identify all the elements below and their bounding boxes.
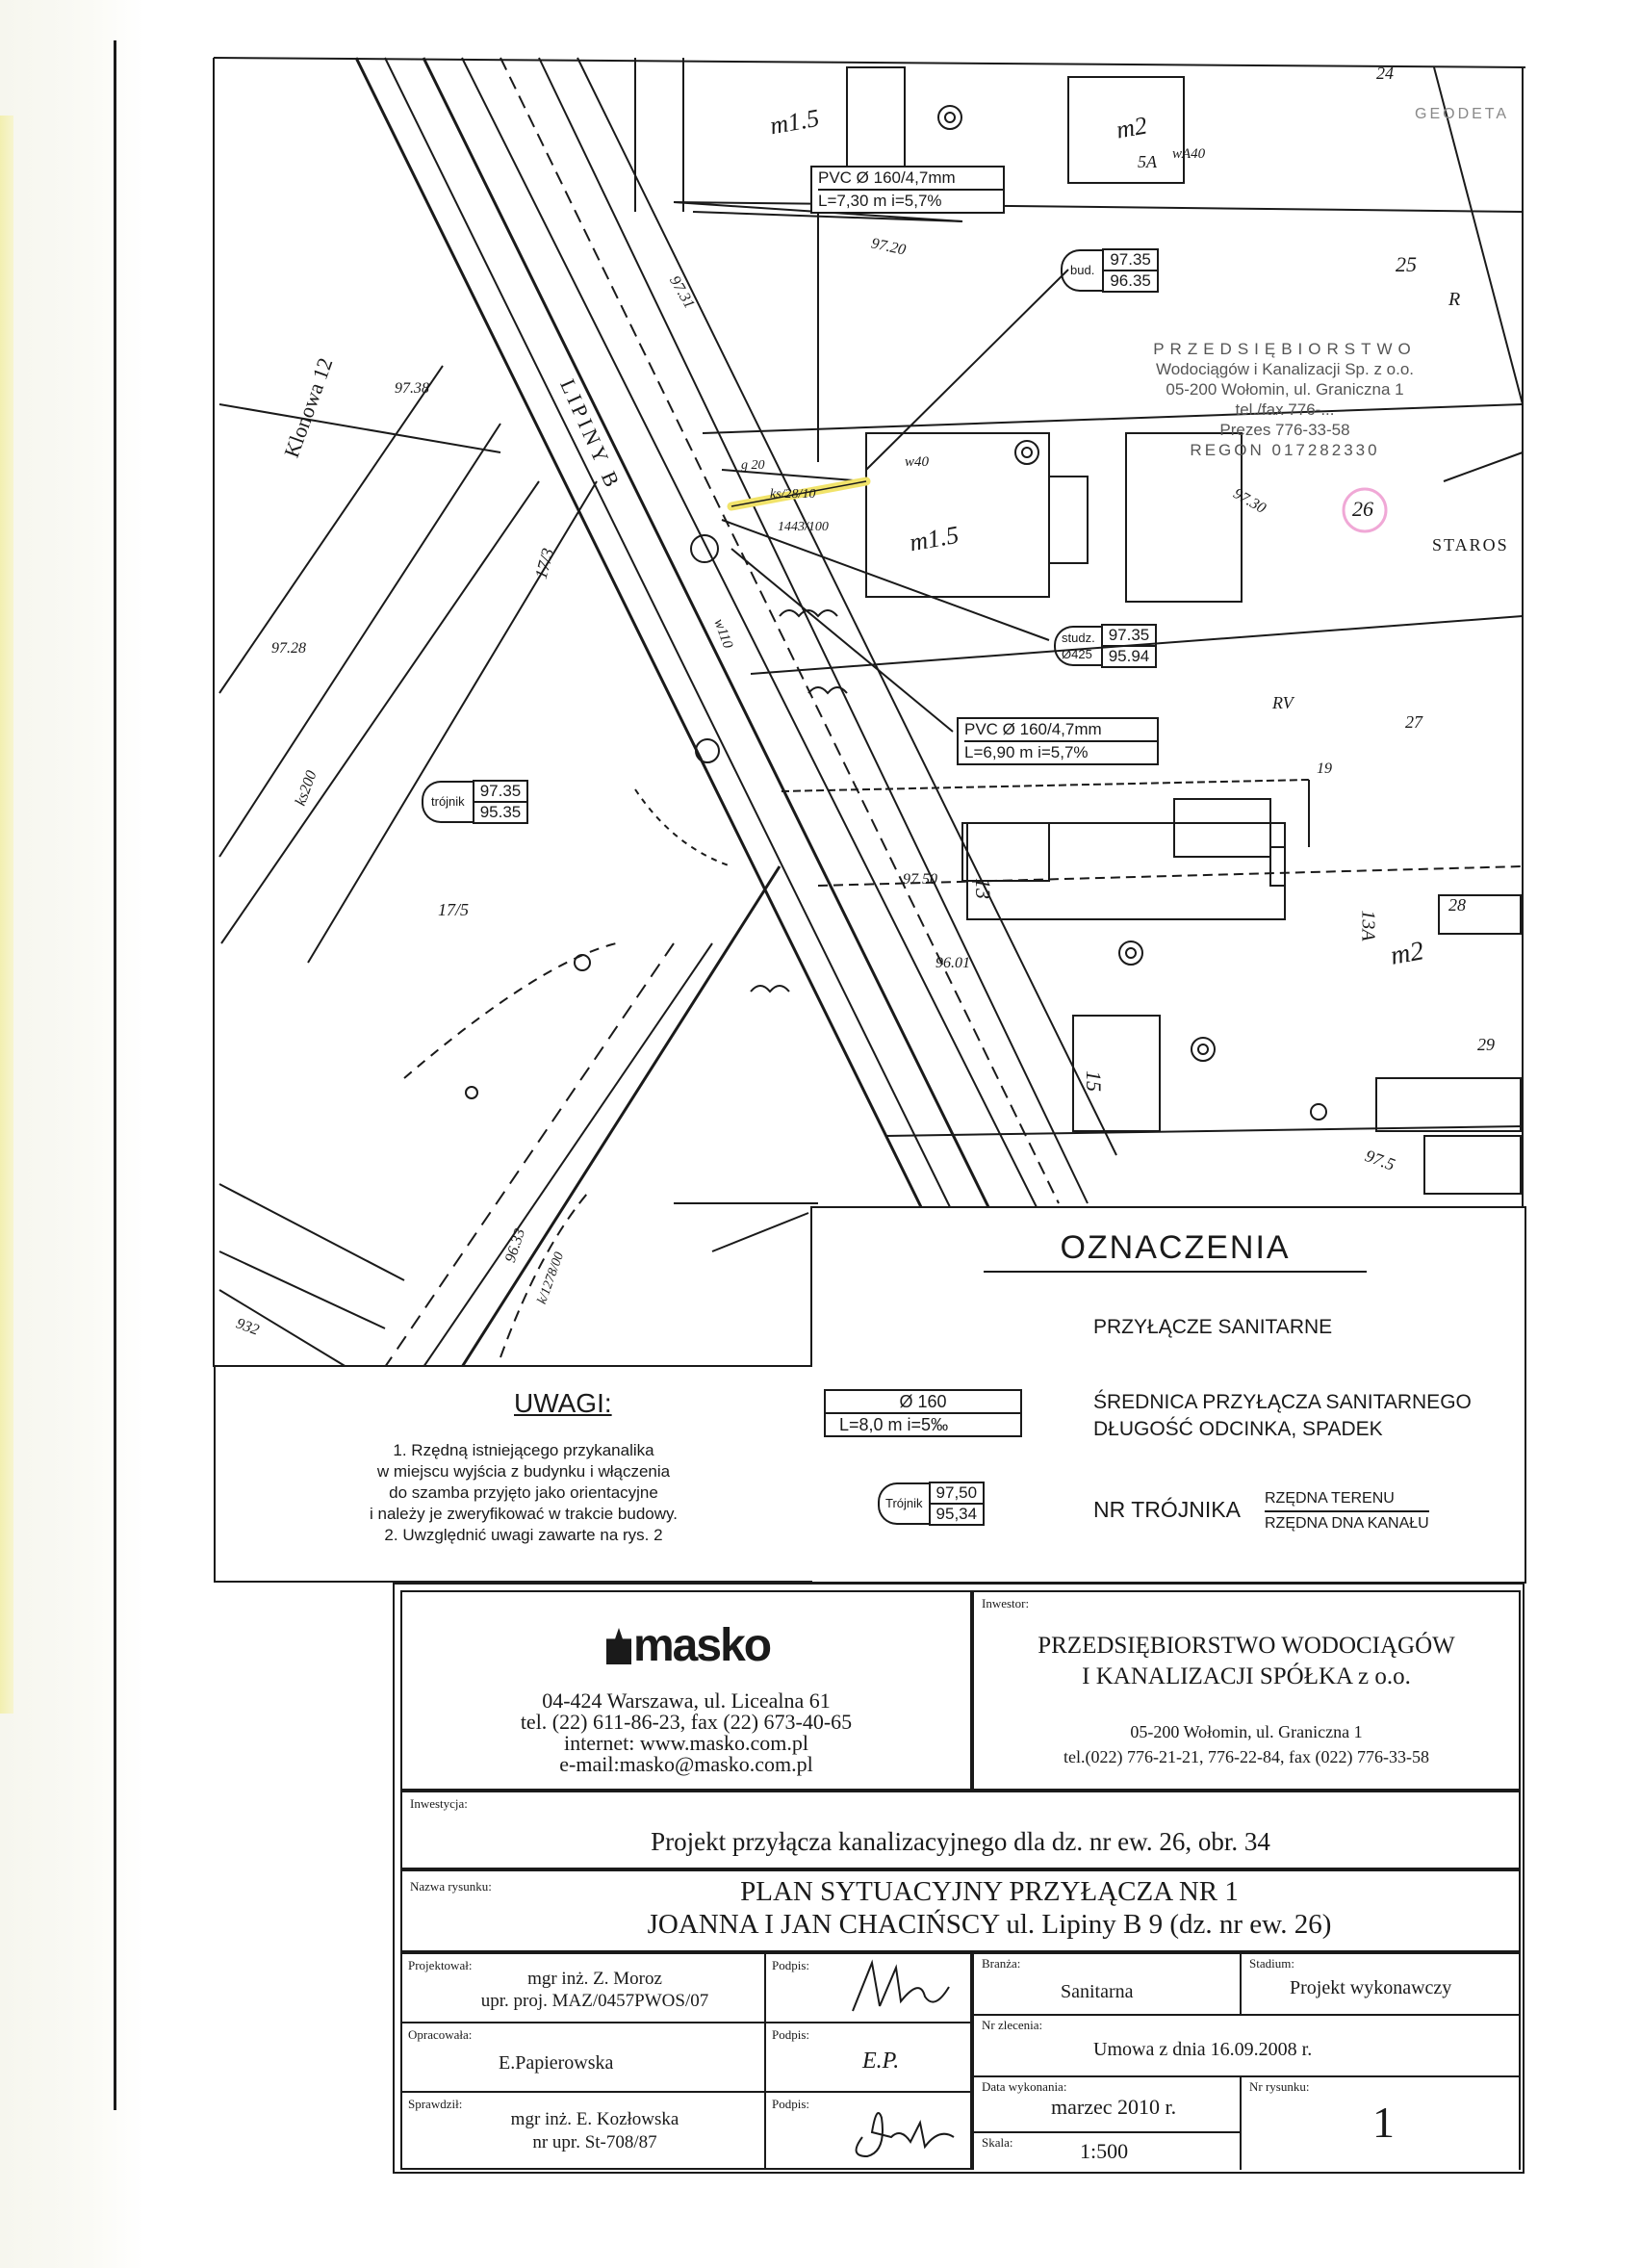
company-tel: tel. (22) 611-86-23, fax (22) 673-40-65: [520, 1710, 853, 1734]
elevation-box-bud: [1061, 248, 1159, 293]
investor-name: [974, 1631, 1519, 1692]
branch-label: Branża:: [982, 1956, 1021, 1971]
parcel-17-5: 17/5: [438, 900, 470, 919]
elevation-bud-top: 97.35: [1104, 250, 1157, 271]
stamp-line-6: REGON 017282330: [1190, 441, 1380, 459]
elev-9730: 97.30: [1230, 485, 1269, 517]
w110-label: w110: [710, 616, 736, 651]
legend-length-slope: L=8,0 m i=5‰: [839, 1415, 949, 1434]
elev-9720: 97.20: [869, 235, 908, 259]
sheet-number-cell: [1240, 2075, 1521, 2170]
elevation-studz-bottom: 95.94: [1108, 647, 1150, 665]
company-address: 04-424 Warszawa, ul. Licealna 61: [542, 1688, 831, 1713]
parcel-number-circled: 26: [1352, 497, 1373, 521]
legend-sanitary-label: PRZYŁĄCZE SANITARNE: [1093, 1316, 1333, 1338]
prepared-by-cell: [400, 2022, 766, 2093]
drawing-name-box: [400, 1869, 1521, 1952]
sheet-number: 1: [1372, 2098, 1395, 2147]
building-ml5-top: m1.5: [767, 103, 822, 141]
street-label-klonowa: Klonowa 12: [279, 354, 338, 461]
elevation-studz-top: 97.35: [1103, 626, 1156, 647]
legend-diameter-box: [824, 1389, 1022, 1437]
legend-diameter-desc-2: DŁUGOŚĆ ODCINKA, SPADEK: [1093, 1418, 1383, 1440]
parcel-24: 24: [1376, 64, 1394, 83]
signature-3-icon: [843, 2099, 959, 2162]
date-label: Data wykonania:: [982, 2079, 1067, 2094]
investment-box: [400, 1791, 1521, 1869]
title-block: [393, 1583, 1525, 2174]
legend-rzedna: [1265, 1487, 1429, 1535]
building-5a: 5A: [1138, 152, 1157, 171]
sheet-label: Nr rysunku:: [1249, 2079, 1310, 2094]
company-box: [400, 1590, 972, 1791]
investor-tel: tel.(022) 776-21-21, 776-22-84, fax (022) 776-33-58: [1063, 1747, 1429, 1766]
date-value: marzec 2010 r.: [1051, 2095, 1177, 2119]
legend-trojnik-bottom: 95,34: [935, 1505, 978, 1523]
prepared-signature-cell: [764, 2022, 972, 2093]
prepared-label: Opracowała:: [408, 2027, 473, 2042]
investor-contact: [974, 1719, 1519, 1769]
checked-label: Sprawdził:: [408, 2097, 463, 2111]
stamp-line-2: Wodociągów i Kanalizacji Sp. z o.o.: [1155, 360, 1415, 378]
branch-cell: [972, 1952, 1242, 2016]
street-label-lipiny: LIPINY B: [555, 375, 627, 494]
investor-address: 05-200 Wołomin, ul. Graniczna 1: [1130, 1722, 1363, 1741]
label-932: 932: [233, 1315, 262, 1339]
elev-9601: 96.01: [935, 955, 970, 971]
w40-label: w40: [905, 454, 930, 470]
designed-name: mgr inż. Z. Moroz: [527, 1969, 662, 1989]
notes-line-5: 2. Uwzględnić uwagi zawarte na rys. 2: [384, 1526, 663, 1544]
notes-line-4: i należy je zweryfikować w trakcie budowy.: [370, 1505, 678, 1523]
notes-line-2: w miejscu wyjścia z budynku i włączenia: [376, 1462, 671, 1481]
x1443-label: 1443/100: [778, 520, 829, 534]
investor-name-1: PRZEDSIĘBIORSTWO WODOCIĄGÓW: [1038, 1633, 1455, 1659]
checked-name: mgr inż. E. Kozłowska: [510, 2109, 679, 2129]
investment-text: Projekt przyłącza kanalizacyjnego dla dz. nr ew. 26, obr. 34: [651, 1827, 1270, 1856]
ks2810-label: ks/28/10: [770, 487, 816, 502]
sign-label-3: Podpis:: [772, 2097, 810, 2111]
drawing-name-line-2: JOANNA I JAN CHACIŃSCY ul. Lipiny B 9 (dz. nr ew. 26): [647, 1909, 1332, 1940]
parcel-27: 27: [1405, 712, 1422, 732]
building-13a: 13A: [1357, 910, 1379, 941]
legend-panel: [810, 1206, 1526, 1584]
signature-1-icon: [843, 1958, 959, 2018]
legend-rzedna-terenu: RZĘDNA TERENU: [1265, 1487, 1429, 1512]
branch-value: Sanitarna: [1061, 1981, 1134, 2002]
elevation-bud-bottom: 96.35: [1110, 271, 1151, 290]
stamp-line-3: 05-200 Wołomin, ul. Graniczna 1: [1166, 380, 1404, 399]
elevation-trojnik-bottom: 95.35: [479, 803, 522, 821]
elev-975: 97.5: [1362, 1146, 1398, 1174]
elevation-box-trojnik: [422, 780, 528, 824]
logo-mark-icon: [606, 1628, 631, 1664]
notes-body: [254, 1440, 793, 1546]
stamp-line-1: PRZEDSIĘBIORSTWO: [1153, 340, 1417, 358]
investor-name-2: I KANALIZACJI SPÓŁKA z o.o.: [1082, 1663, 1411, 1689]
stamp-line-5: Prezes 776-33-58: [1219, 421, 1350, 439]
designed-signature-cell: [764, 1952, 972, 2023]
elev-9633: 96.33: [501, 1226, 529, 1265]
checked-signature-cell: [764, 2091, 972, 2170]
elevation-trojnik-top: 97.35: [474, 782, 527, 803]
notes-panel: [214, 1365, 812, 1583]
legend-diameter-desc: [1093, 1389, 1472, 1443]
pipe-label-2-diameter: PVC Ø 160/4,7mm: [964, 720, 1102, 738]
legend-title: OZNACZENIA: [984, 1229, 1367, 1273]
elevation-studz-diameter: Ø425: [1062, 647, 1092, 661]
checked-by-cell: [400, 2091, 766, 2170]
building-m2-right: m2: [1388, 936, 1426, 971]
order-cell: [972, 2014, 1521, 2077]
sign-label-1: Podpis:: [772, 1958, 810, 1972]
pipe-label-2: [957, 717, 1159, 765]
pipe-label-1: [810, 166, 1005, 214]
label-kanal: k/1278/00: [534, 1250, 568, 1306]
elevation-box-studz: [1054, 624, 1157, 668]
label-g20: g 20: [741, 458, 765, 473]
elevation-trojnik-label: trójnik: [422, 781, 473, 823]
notes-line-3: do szamba przyjęto jako orientacyjne: [389, 1483, 658, 1502]
checked-license: nr upr. St-708/87: [532, 2132, 657, 2152]
legend-diameter-value: Ø 160: [826, 1391, 1020, 1414]
legend-trojnik-desc: NR TRÓJNIKA: [1093, 1497, 1241, 1522]
scale-value: 1:500: [1080, 2139, 1129, 2163]
legend-rzedna-dna: RZĘDNA DNA KANAŁU: [1265, 1515, 1429, 1532]
scale-label: Skala:: [982, 2135, 1013, 2150]
legend-trojnik-box: [878, 1482, 985, 1526]
stage-cell: [1240, 1952, 1521, 2016]
legend-trojnik-top: 97,50: [931, 1483, 984, 1505]
investor-label: Inwestor:: [982, 1596, 1030, 1611]
elev-9738: 97.38: [395, 380, 429, 397]
order-value: Umowa z dnia 16.09.2008 r.: [1093, 2039, 1313, 2060]
drawing-name-text: [556, 1875, 1422, 1941]
elevation-bud-label: bud.: [1061, 249, 1102, 292]
scale-cell: [972, 2131, 1242, 2170]
marker-r: R: [1448, 289, 1461, 310]
investor-box: [972, 1590, 1521, 1791]
pipe-label-2-length: L=6,90 m i=5,7%: [964, 740, 1157, 763]
elev-9731: 97.31: [666, 272, 698, 312]
company-contact: [402, 1690, 970, 1775]
elev-9750: 97.50: [903, 871, 937, 888]
elevation-studz-label: studz.: [1062, 631, 1095, 645]
building-m2-top: m2: [1114, 111, 1149, 144]
elev-9728: 97.28: [271, 640, 306, 657]
pipe-label-1-diameter: PVC Ø 160/4,7mm: [818, 168, 956, 187]
prepared-name: E.Papierowska: [499, 2052, 614, 2074]
notes-line-1: 1. Rzędną istniejącego przykanalika: [393, 1441, 654, 1459]
wa40-label: wA40: [1172, 146, 1206, 162]
logo-text: masko: [633, 1620, 771, 1671]
investor-stamp: [1083, 339, 1487, 460]
legend-trojnik-label: Trójnik: [878, 1482, 929, 1525]
marker-rv: RV: [1272, 693, 1294, 712]
stamp-line-4: tel./fax 776-...: [1235, 400, 1335, 419]
drawing-name-line-1: PLAN SYTUACYJNY PRZYŁĄCZA NR 1: [740, 1876, 1239, 1907]
point-19: 19: [1317, 760, 1332, 777]
building-15: 15: [1082, 1070, 1106, 1092]
stage-value: Projekt wykonawczy: [1290, 1977, 1452, 1998]
order-label: Nr zlecenia:: [982, 2018, 1043, 2032]
parcel-29: 29: [1477, 1035, 1495, 1054]
building-ml5-mid: m1.5: [907, 520, 961, 557]
sign-label-2: Podpis:: [772, 2027, 810, 2042]
label-geodeta: GEODETA: [1415, 106, 1510, 122]
ks200-label: ks200: [292, 768, 320, 809]
drawing-name-label: Nazwa rysunku:: [410, 1879, 492, 1894]
notes-title: UWAGI:: [514, 1388, 612, 1418]
date-cell: [972, 2075, 1242, 2133]
designed-license: upr. proj. MAZ/0457PWOS/07: [480, 1991, 709, 2011]
pipe-label-1-length: L=7,30 m i=5,7%: [818, 189, 1003, 212]
parcel-17-3: 17/3: [530, 546, 558, 581]
company-internet: internet: www.masko.com.pl: [564, 1731, 808, 1755]
stage-label: Stadium:: [1249, 1956, 1294, 1971]
investment-label: Inwestycja:: [410, 1796, 468, 1811]
company-logo: [606, 1619, 770, 1672]
designed-by-cell: [400, 1952, 766, 2023]
legend-diameter-desc-1: ŚREDNICA PRZYŁĄCZA SANITARNEGO: [1093, 1391, 1472, 1413]
parcel-28: 28: [1448, 895, 1466, 915]
parcel-25: 25: [1396, 252, 1417, 276]
signature-2: E.P.: [862, 2049, 900, 2074]
building-13: 13: [971, 878, 995, 899]
designed-label: Projektował:: [408, 1958, 473, 1972]
label-staros: STAROS: [1432, 535, 1509, 554]
company-email: e-mail:masko@masko.com.pl: [559, 1752, 813, 1776]
